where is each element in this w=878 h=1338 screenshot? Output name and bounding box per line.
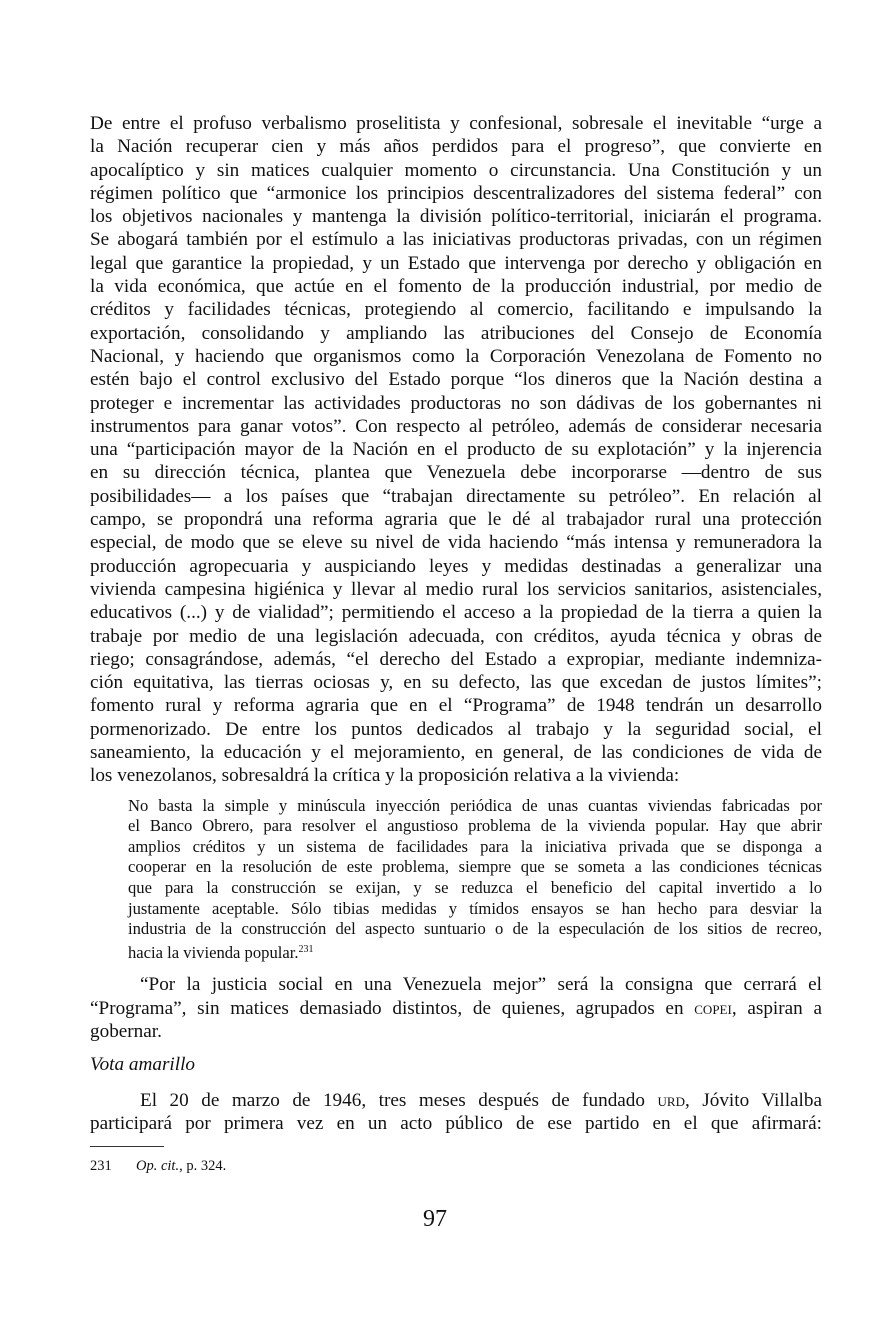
text-line: educativos (...) y de vialidad”; permitiendo el acceso a la propiedad de la tierra a quien la (90, 602, 822, 624)
quote-line: cooperar en la resolución de este problema, siempre que se someta a las condiciones técnicas (128, 857, 822, 877)
paragraph-3 (90, 1089, 822, 1136)
text-line: producción agropecuaria y auspiciando leyes y medidas destinadas a generalizar una (90, 555, 822, 577)
text-line: trabaje por medio de una legislación adecuada, con créditos, ayuda técnica y obras de (90, 625, 822, 647)
party-acronym-urd: urd (657, 1089, 685, 1111)
quote-line: el Banco Obrero, para resolver el angustioso problema de la vivienda popular. Hay que abrir (128, 816, 822, 836)
page-number: 97 (423, 1206, 447, 1232)
footnote (90, 1158, 226, 1175)
footnote-citation: Op. cit. (136, 1158, 180, 1174)
text-segment: , Jóvito Villalba (684, 1089, 823, 1111)
section-heading: Vota amarillo (90, 1054, 196, 1076)
footnote-page: , p. 324. (179, 1158, 227, 1174)
text-line: Nacional, y haciendo que organismos como la Corporación Venezolana de Fomento no (90, 345, 822, 367)
text-line: campo, se propondrá una reforma agraria que le dé al trabajador rural una protección (90, 509, 822, 531)
text-line: instrumentos para ganar votos”. Con respecto al petróleo, además de considerar necesaria (90, 415, 822, 437)
text-line: gobernar. (90, 1020, 162, 1042)
text-line: una “participación mayor de la Nación en el producto de su explotación” y la injerencia (90, 439, 822, 461)
party-acronym-copei: copei (694, 997, 732, 1019)
text-line: saneamiento, la educación y el mejoramiento, en general, de las condiciones de vida de (90, 742, 822, 764)
paragraph-1 (90, 112, 822, 788)
quote-line: amplios créditos y un sistema de facilidades para la iniciativa privada que se disponga a (128, 836, 822, 856)
quote-line: industria de la construcción del aspecto suntuario o de la especulación de los sitios de recreo, (128, 919, 822, 939)
text-line: vivienda campesina higiénica y llevar al medio rural los servicios sanitarios, asistenciales, (90, 578, 822, 600)
text-segment: “Programa”, sin matices demasiado distintos, de quienes, agrupados en (90, 997, 695, 1019)
text-line: fomento rural y reforma agraria que en el “Programa” de 1948 tendrán un desarrollo (90, 695, 822, 717)
quote-line: justamente aceptable. Sólo tibias medidas y tímidos ensayos se han hecho para desviar la (128, 898, 822, 918)
quote-line: que para la construcción se exijan, y se reduzca el beneficio del capital invertido a lo (128, 877, 822, 897)
text-line: los venezolanos, sobresaldrá la crítica y la proposición relativa a la vivienda: (90, 765, 680, 787)
text-line: los objetivos nacionales y mantenga la división político-territorial, iniciarán el programa. (90, 206, 822, 228)
footnote-divider (90, 1146, 164, 1147)
text-line: créditos y facilidades técnicas, protegiendo al comercio, facilitando e impulsando la (90, 299, 822, 321)
footnote-number: 231 (90, 1158, 112, 1174)
text-line: participará por primera vez en un acto público de ese partido en el que afirmará: (90, 1112, 822, 1134)
text-line: la vida económica, que actúe en el fomento de la producción industrial, por medio de (90, 276, 822, 298)
text-line: posibilidades— a los países que “trabajan directamente su petróleo”. En relación al (90, 485, 822, 507)
text-line: exportación, consolidando y ampliando las atribuciones del Consejo de Economía (90, 322, 822, 344)
footnote-reference[interactable]: 231 (298, 943, 314, 955)
text-line: régimen político que “armonice los principios descentralizadores del sistema federal” con (90, 182, 822, 204)
text-line (90, 1089, 822, 1112)
text-line: proteger e incrementar las actividades productoras no son dádivas de los gobernantes ni (90, 392, 822, 414)
paragraph-2 (90, 973, 822, 1043)
quote-line (128, 940, 822, 961)
quote-line: No basta la simple y minúscula inyección periódica de unas cuantas viviendas fabricadas por (128, 795, 822, 815)
text-line: especial, de modo que se eleve su nivel de vida haciendo “más intensa y remuneradora la (90, 532, 822, 554)
text-line: en su dirección técnica, plantea que Venezuela debe incorporarse —dentro de sus (90, 462, 822, 484)
text-line: apocalíptico y sin matices cualquier momento o circunstancia. Una Constitución y un (90, 159, 822, 181)
text-line: legal que garantice la propiedad, y un Estado que intervenga por derecho y obligación en (90, 252, 822, 274)
text-line: estén bajo el control exclusivo del Estado porque “los dineros que la Nación destina a (90, 369, 822, 391)
text-line: la Nación recuperar cien y más años perdidos para el progreso”, que convierte en (90, 136, 822, 158)
text-segment: , aspiran a (731, 997, 822, 1019)
text-segment: El 20 de marzo de 1946, tres meses después de fundado (140, 1089, 658, 1111)
text-line (90, 997, 822, 1020)
text-line: pormenorizado. De entre los puntos dedicados al trabajo y la seguridad social, el (90, 718, 822, 740)
text-line: De entre el profuso verbalismo proselitista y confesional, sobresale el inevitable “urge a (90, 113, 822, 134)
text-line: Se abogará también por el estímulo a las iniciativas productoras privadas, con un régimen (90, 229, 822, 251)
page-body (90, 112, 822, 1135)
text-line: riego; consagrándose, además, “el derecho del Estado a expropiar, mediante indemniza- (90, 648, 822, 670)
text-line: “Por la justicia social en una Venezuela mejor” será la consigna que cerrará el (140, 974, 822, 996)
block-quote (128, 796, 822, 961)
text-line: ción equitativa, las tierras ociosas y, en su defecto, las que excedan de justos límites”; (90, 672, 822, 694)
quote-last-text: hacia la vivienda popular. (128, 942, 299, 962)
